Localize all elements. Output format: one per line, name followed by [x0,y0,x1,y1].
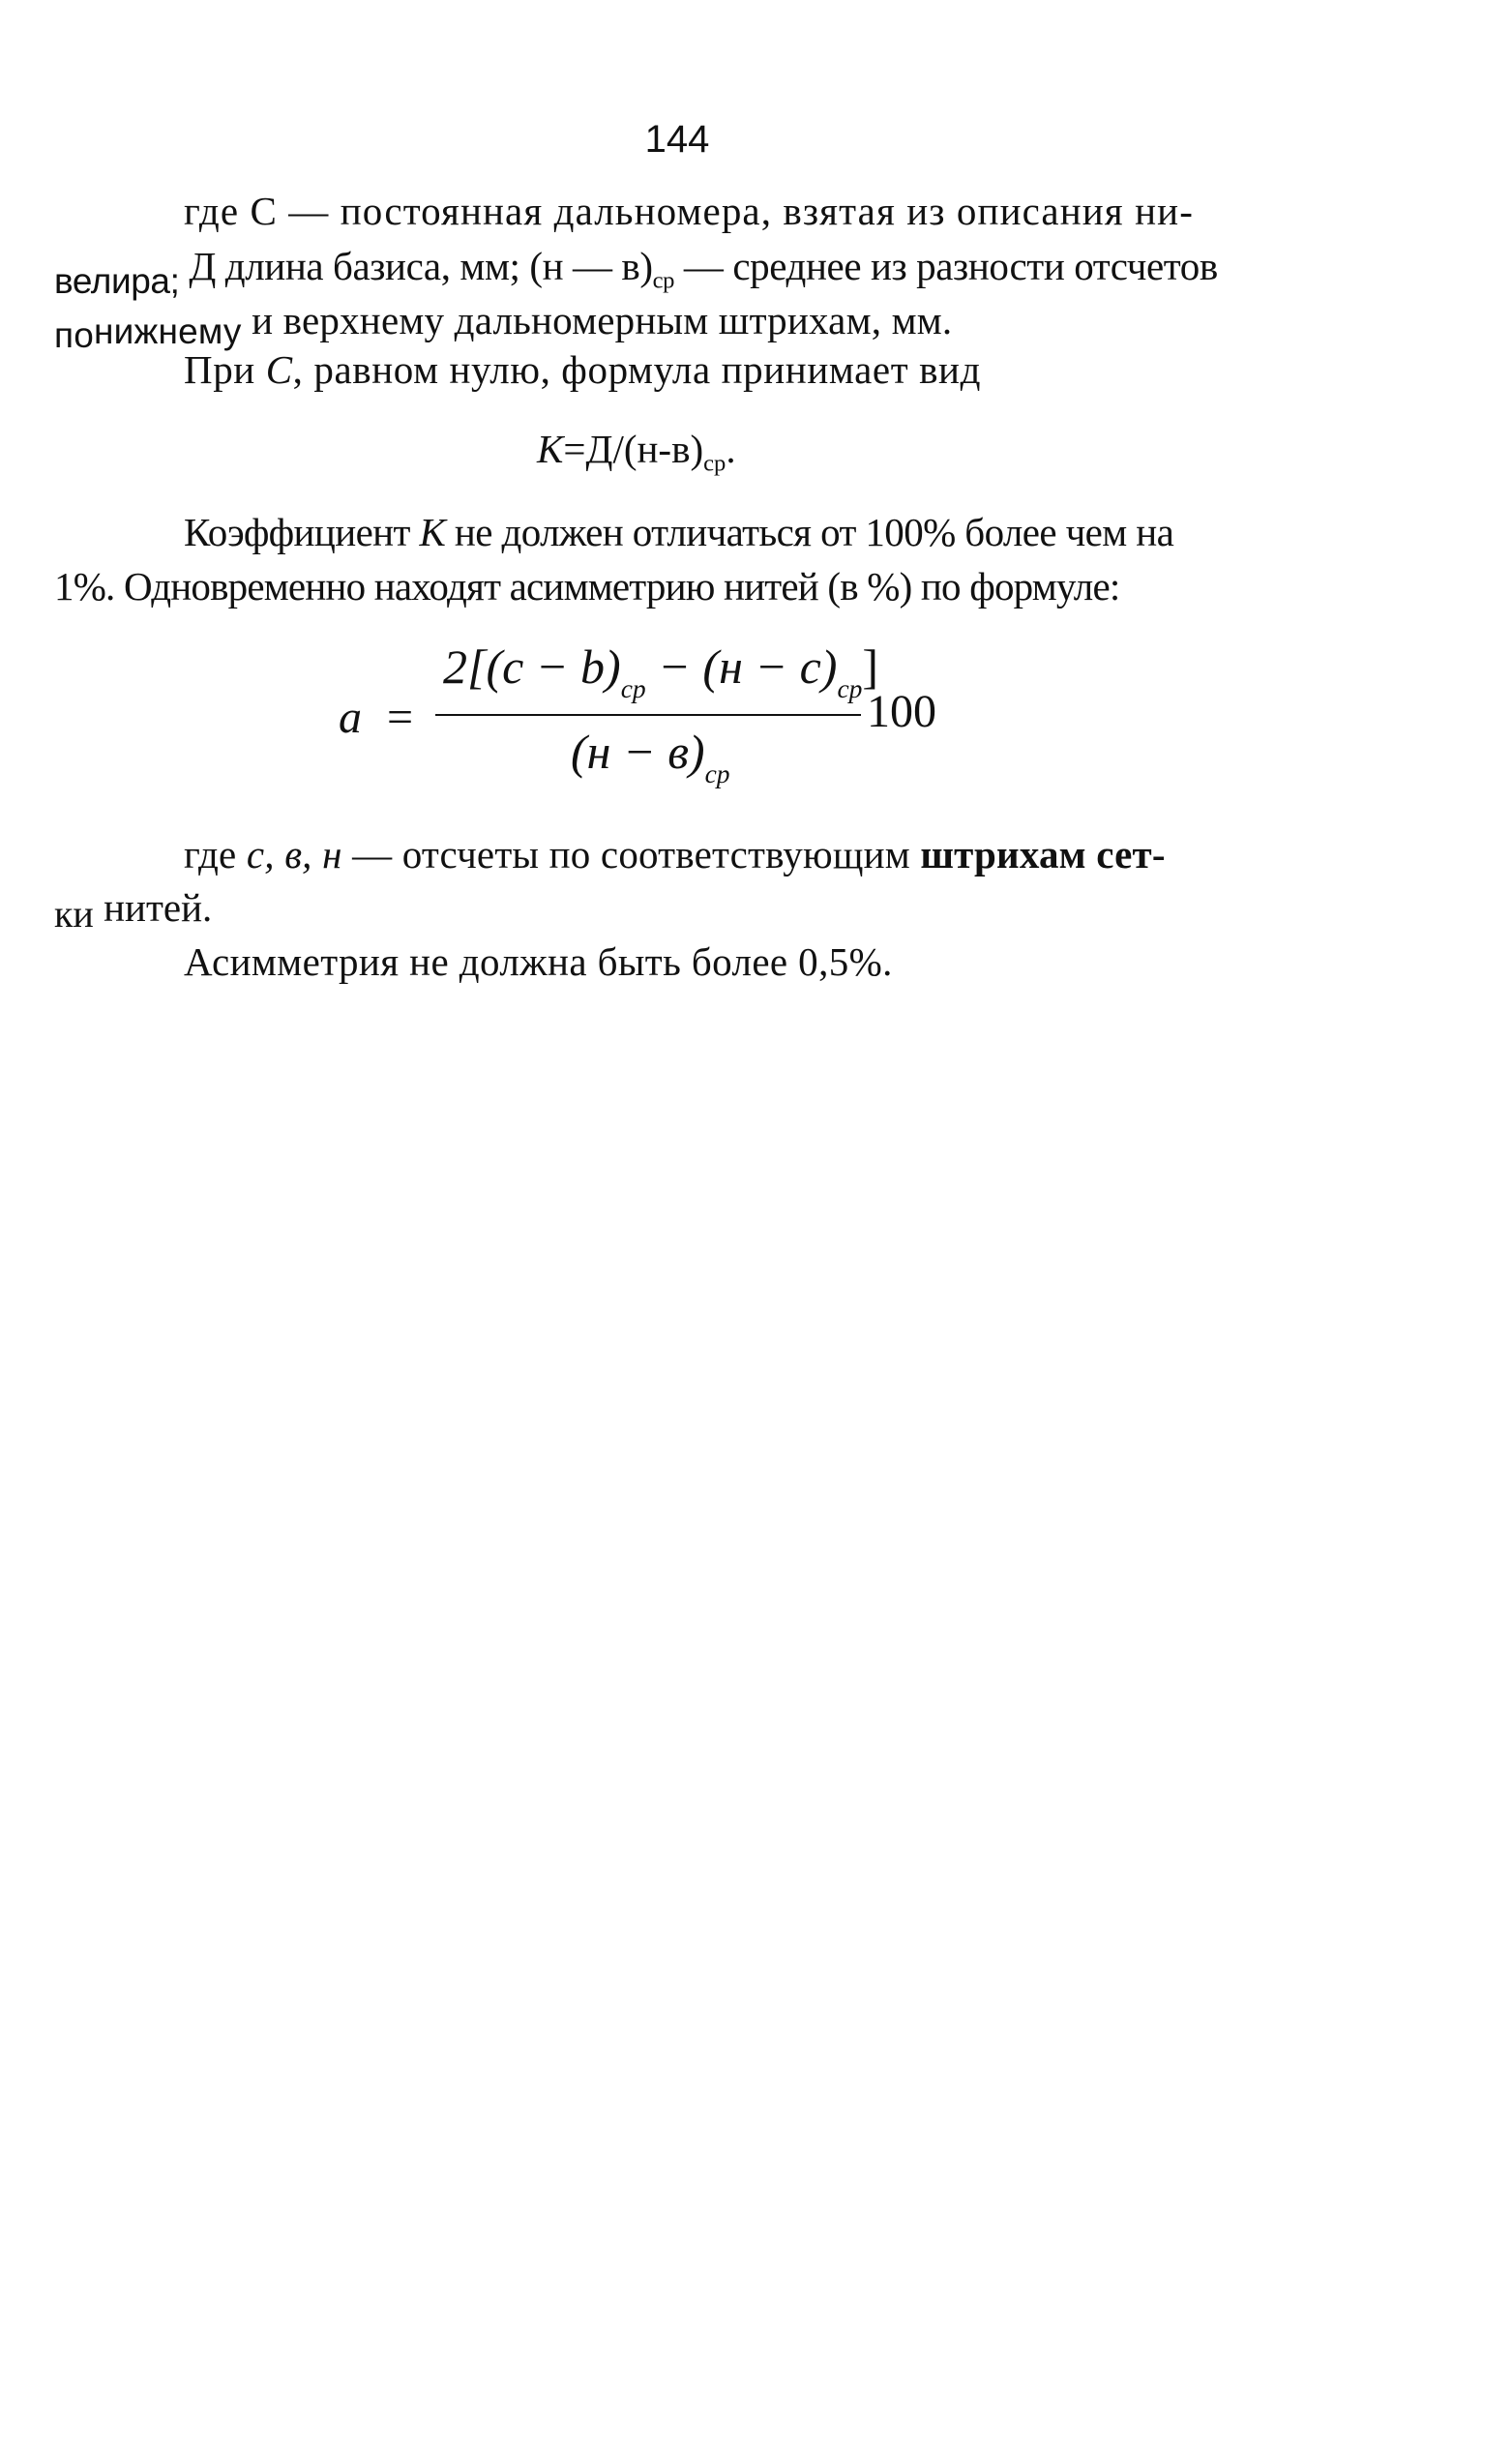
line-text: — отсчеты по соответствующим [341,832,921,877]
variables: с, в, н [246,832,342,877]
line-text: — среднее из разности отсчетов [674,244,1218,288]
line-text: нитей. [93,885,213,930]
paragraph-2 [184,342,981,397]
line-text: , равном нулю, формула принимает вид [292,347,982,392]
subscript: cp [704,758,730,789]
formula-equals: = [387,692,414,743]
subscript: ср [703,450,726,477]
formula-numerator [443,639,1256,704]
formula-asymmetry [339,639,1016,813]
hyphenated-word-end: ки [54,892,94,936]
paragraph-5: Асимметрия не должна быть более 0,5%. [184,939,893,984]
line-text: Д длина базиса, мм; (н — в) [179,244,653,288]
variable-k: K [537,427,564,471]
paragraph-3-line-2: 1%. Одновременно находят асимметрию нитей (в %) по формуле: [54,564,1120,609]
line-text: где [184,832,247,877]
page-number: 144 [644,118,710,161]
formula-lhs: a [339,692,362,743]
numerator-part: ] [862,639,879,694]
fraction-bar [435,714,861,716]
line-text: по [54,315,95,355]
paragraph-4-line-1 [184,827,1166,881]
formula-end: . [726,427,736,471]
line-text: не должен отличаться от 100% более чем на [445,510,1174,554]
formula-rhs: =Д/(н-в) [563,427,704,471]
line-text: Коэффициент [184,510,420,554]
subscript: cp [620,673,646,704]
paragraph-1-line-2 [54,239,1218,301]
denominator-part: (н − в) [571,725,705,779]
variable-k: K [419,510,446,554]
line-text: и верхнему дальномерным штрихам, мм. [241,298,953,342]
line-text: штрихам сет- [920,832,1166,877]
paragraph-4-line-2 [54,880,212,936]
variable-c: C [265,347,293,392]
formula-factor: 100 [867,686,936,737]
paragraph-1-line-1: где C — постоянная дальномера, взятая из описания ни- [184,189,1194,233]
formula-denominator [571,724,730,789]
formula-k [537,426,736,477]
subscript: cp [837,673,863,704]
subscript: ср [652,267,675,294]
hyphenated-word-end: велира; [54,261,180,301]
numerator-part: 2[(c − b) [443,639,621,694]
numerator-part: − (н − с) [645,639,838,694]
paragraph-1-line-3 [54,293,953,355]
line-text: При [184,347,266,392]
paragraph-3-line-1 [184,505,1173,559]
line-text: нижнему [94,312,242,351]
